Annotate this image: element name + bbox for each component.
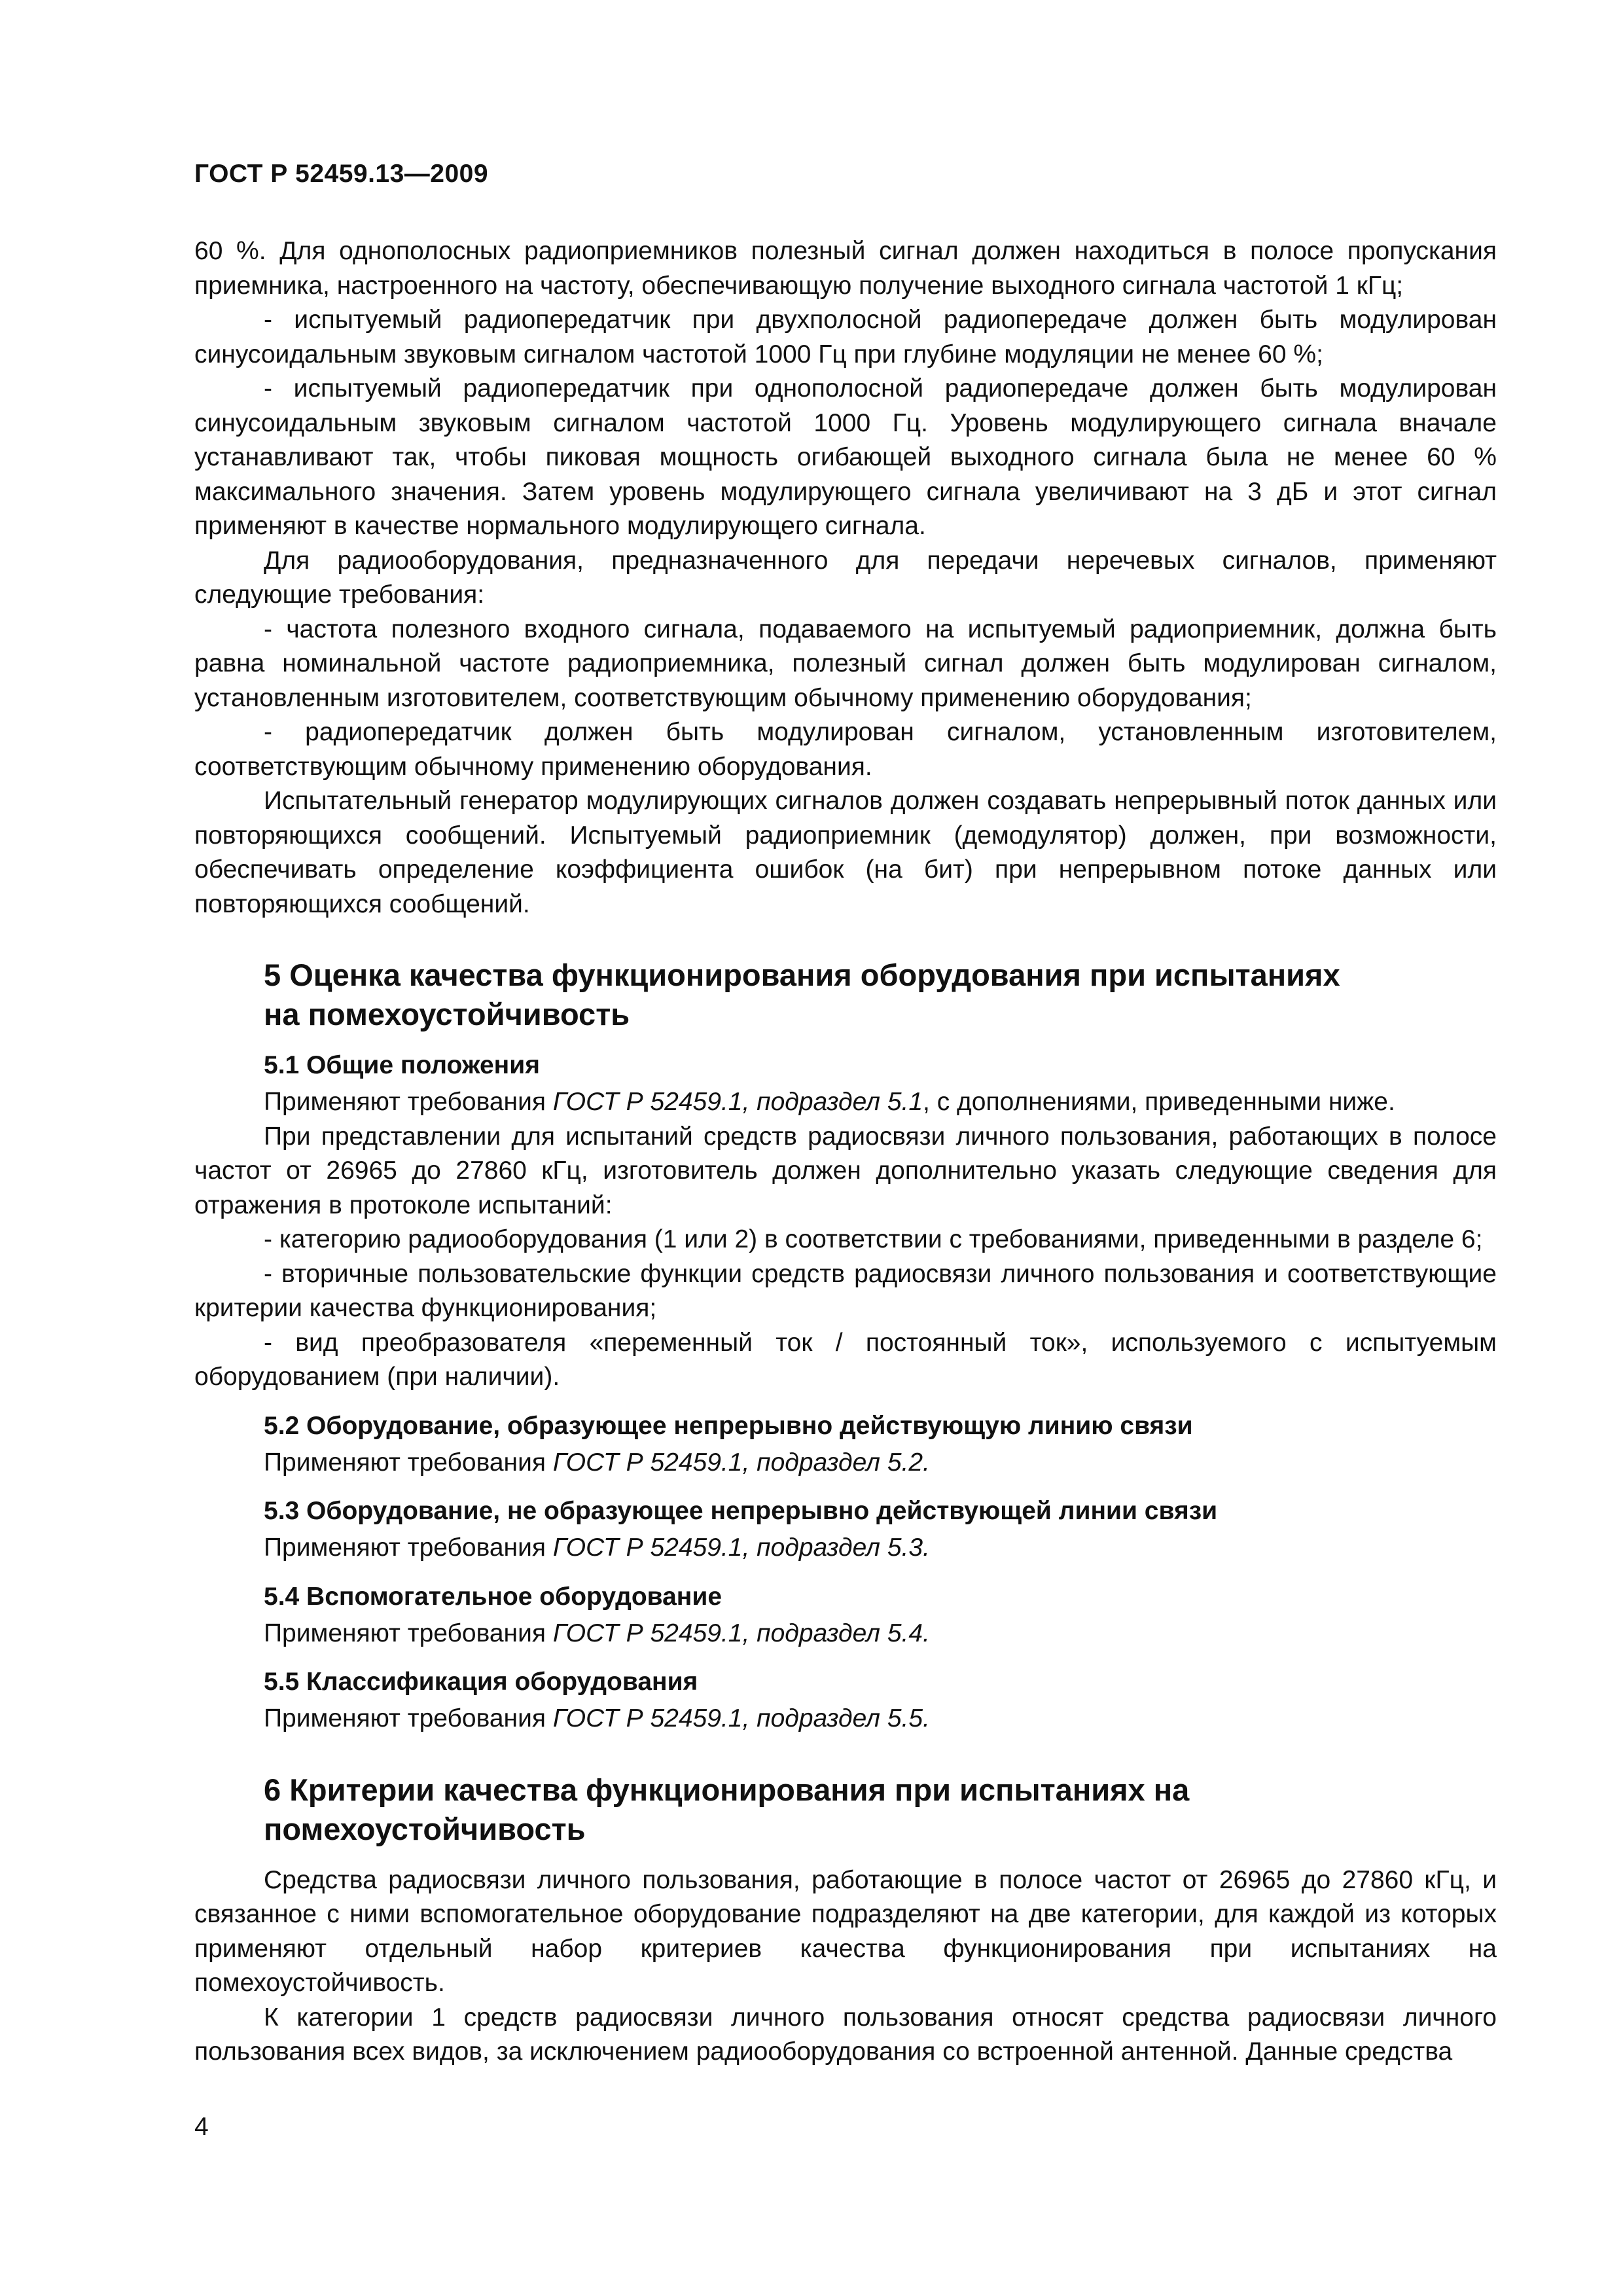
subsection-5-3-heading: 5.3 Оборудование, не образующее непрерывно действующей линии связи: [264, 1497, 1218, 1525]
page-content: [194, 234, 1497, 2070]
paragraph: 60 %. Для однополосных радиоприемников полезный сигнал должен находиться в полосе пропускания приемника, настроенного на частоту, обеспечивающую получение выходного сигнала частотой 1 кГц;: [194, 237, 1497, 300]
list-item: - вид преобразователя «переменный ток / постоянный ток», используемого с испытуемым оборудованием (при наличии).: [194, 1328, 1497, 1391]
subsection-5-5-heading: 5.5 Классификация оборудования: [264, 1668, 698, 1696]
text: , с дополнениями, приведенными ниже.: [923, 1088, 1395, 1116]
list-item: - категорию радиооборудования (1 или 2) в соответствии с требованиями, приведенными в разделе 6;: [264, 1225, 1483, 1253]
paragraph: Для радиооборудования, предназначенного для передачи неречевых сигналов, применяют следующие требования:: [194, 546, 1497, 609]
subsection-5-1-heading: 5.1 Общие положения: [264, 1051, 540, 1079]
paragraph: К категории 1 средств радиосвязи личного пользования относят средства радиосвязи личного пользования всех видов, за исключением радиооборудования со встроенной антенной. Данные средства: [194, 2003, 1497, 2066]
section-5-heading: 5 Оценка качества функционирования оборудования при испытаниях на помехоустойчивость: [264, 958, 1340, 1031]
standard-reference: ГОСТ Р 52459.1, подраздел 5.1: [552, 1088, 923, 1116]
subsection-5-4-heading: 5.4 Вспомогательное оборудование: [264, 1582, 722, 1611]
text: Применяют требования: [264, 1088, 553, 1116]
text: Применяют требования: [264, 1619, 553, 1647]
standard-reference: ГОСТ Р 52459.1, подраздел 5.3.: [552, 1534, 930, 1562]
list-item: - частота полезного входного сигнала, подаваемого на испытуемый радиоприемник, должна быть равна номинальной частоте радиоприемника, полезный сигнал должен быть модулирован сигналом, установленным изготовителем, соответствующим обычному применению оборудования;: [194, 615, 1497, 712]
standard-reference: ГОСТ Р 52459.1, подраздел 5.5.: [552, 1704, 930, 1732]
paragraph: [194, 1617, 1497, 1651]
list-item: - вторичные пользовательские функции средств радиосвязи личного пользования и соответствующие критерии качества функционирования;: [194, 1259, 1497, 1322]
list-item: - радиопередатчик должен быть модулирован сигналом, установленным изготовителем, соответствующим обычному применению оборудования.: [194, 718, 1497, 781]
standard-reference: ГОСТ Р 52459.1, подраздел 5.2.: [552, 1448, 930, 1477]
list-item: - испытуемый радиопередатчик при однополосной радиопередаче должен быть модулирован синусоидальным звуковым сигналом частотой 1000 Гц. Уровень модулирующего сигнала вначале устанавливают так, чтобы пиковая мощность огибающей выходного сигнала была не менее 60 % максимального значения. Затем уровень модулирующего сигнала увеличивают на 3 дБ и этот сигнал применяют в качестве нормального модулирующего сигнала.: [194, 374, 1497, 540]
list-item: - испытуемый радиопередатчик при двухполосной радиопередаче должен быть модулирован синусоидальным звуковым сигналом частотой 1000 Гц при глубине модуляции не менее 60 %;: [194, 306, 1497, 368]
paragraph: Средства радиосвязи личного пользования, работающие в полосе частот от 26965 до 27860 кГц, и связанное с ними вспомогательное оборудование подразделяют на две категории, для каждой из которых применяют отдельный набор критериев качества функционирования при испытаниях на помехоустойчивость.: [194, 1865, 1497, 1997]
paragraph: [194, 1531, 1497, 1566]
paragraph: [194, 1702, 1497, 1736]
paragraph: Испытательный генератор модулирующих сигналов должен создавать непрерывный поток данных или повторяющихся сообщений. Испытуемый радиоприемник (демодулятор) должен, при возможности, обеспечивать определение коэффициента ошибок (на бит) при непрерывном потоке данных или повторяющихся сообщений.: [194, 787, 1497, 918]
text: Применяют требования: [264, 1448, 553, 1477]
paragraph: [194, 1085, 1497, 1120]
page-number: 4: [194, 2113, 209, 2141]
paragraph: При представлении для испытаний средств радиосвязи личного пользования, работающих в полосе частот от 26965 до 27860 кГц, изготовитель должен дополнительно указать следующие сведения для отражения в протоколе испытаний:: [194, 1122, 1497, 1219]
text: Применяют требования: [264, 1534, 553, 1562]
subsection-5-2-heading: 5.2 Оборудование, образующее непрерывно действующую линию связи: [264, 1411, 1193, 1440]
standard-reference: ГОСТ Р 52459.1, подраздел 5.4.: [552, 1619, 930, 1647]
text: Применяют требования: [264, 1704, 553, 1732]
paragraph: [194, 1446, 1497, 1480]
running-header: ГОСТ Р 52459.13—2009: [194, 160, 489, 188]
section-6-heading: 6 Критерии качества функционирования при испытаниях на помехоустойчивость: [264, 1772, 1190, 1846]
